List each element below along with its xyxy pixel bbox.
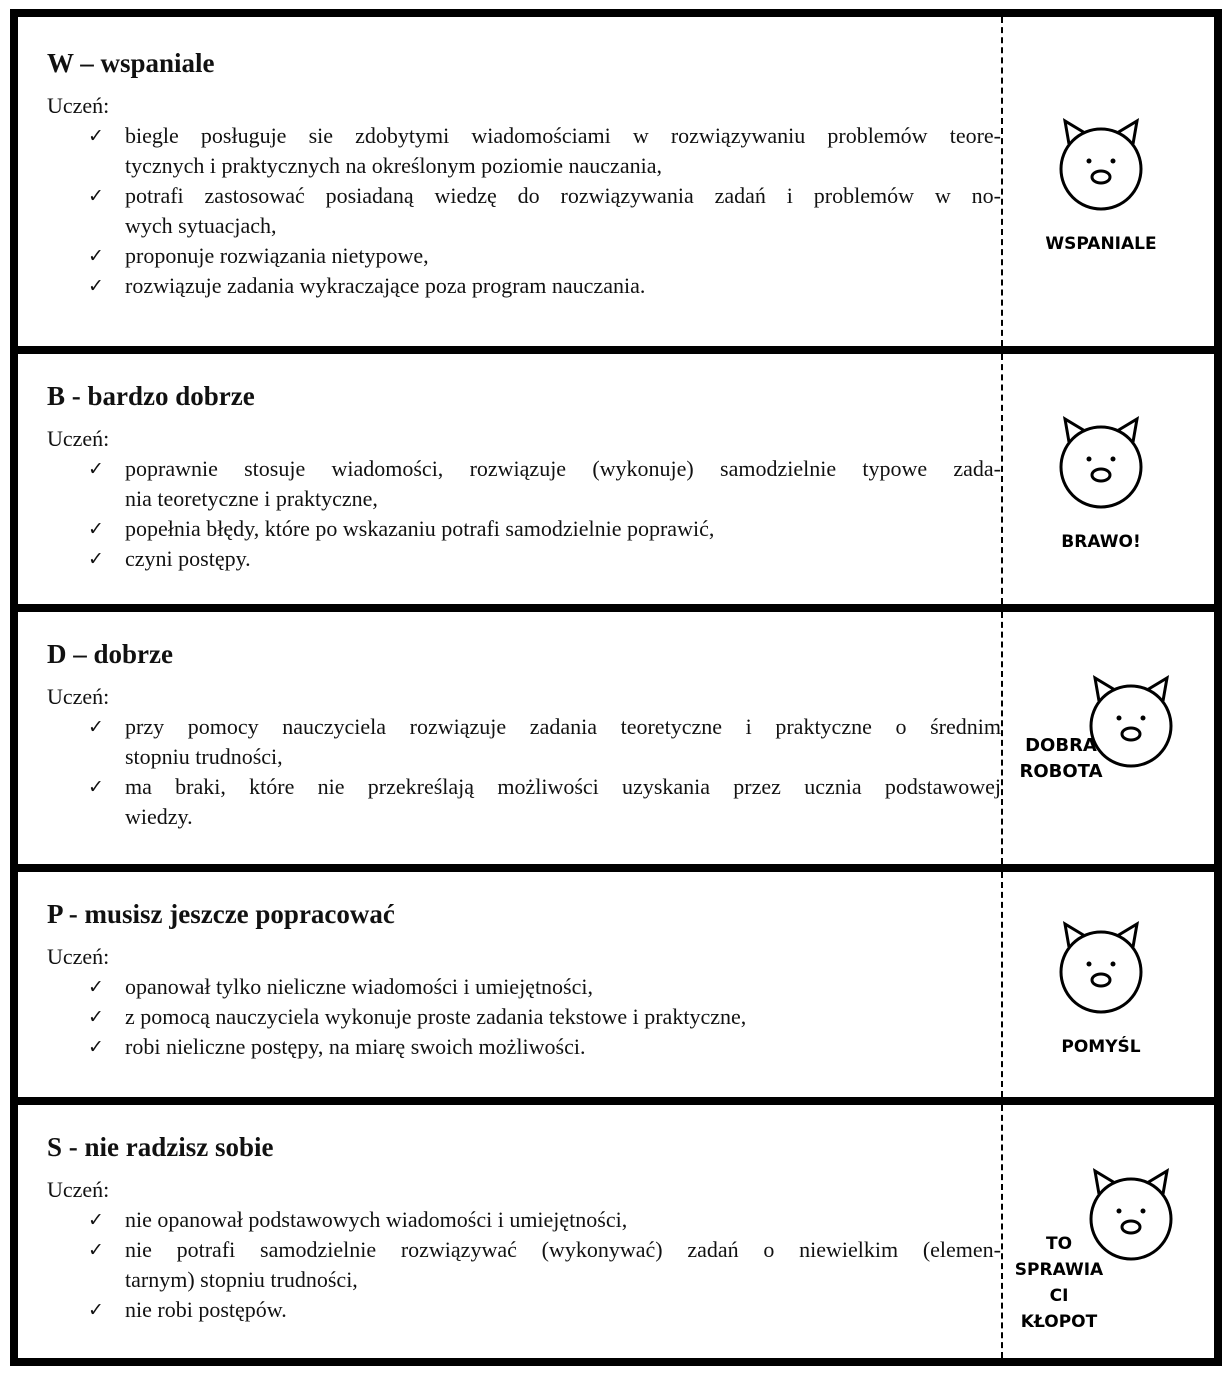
criteria-item bbox=[47, 1295, 1001, 1325]
grade-title: P - musisz jeszcze popracować bbox=[47, 899, 395, 929]
intro-label: Uczeń: bbox=[47, 93, 110, 118]
checkmark-icon: ✓ bbox=[88, 1036, 104, 1058]
checkmark-icon: ✓ bbox=[88, 776, 104, 798]
grade-title: B - bardzo dobrze bbox=[47, 381, 255, 411]
svg-text:SPRAWIA: SPRAWIA bbox=[1014, 1260, 1104, 1280]
criteria-item bbox=[47, 454, 1001, 514]
svg-text:ROBOTA: ROBOTA bbox=[1019, 760, 1103, 782]
criteria-line: nie robi postępów. bbox=[125, 1297, 287, 1322]
svg-text:BRAWO!: BRAWO! bbox=[1061, 531, 1141, 552]
checkmark-icon: ✓ bbox=[88, 1299, 104, 1321]
criteria-line: wych sytuacjach, bbox=[125, 213, 277, 238]
grade-title: S - nie radzisz sobie bbox=[47, 1132, 274, 1162]
grade-title: D – dobrze bbox=[47, 639, 173, 669]
grade-section bbox=[18, 1097, 1214, 1358]
grade-section bbox=[18, 346, 1214, 604]
intro-label: Uczeń: bbox=[47, 1177, 110, 1202]
checkmark-icon: ✓ bbox=[88, 125, 104, 147]
svg-text:TO: TO bbox=[1045, 1234, 1073, 1254]
criteria-line: tycznych i praktycznych na określonym poziomie nauczania, bbox=[125, 153, 662, 178]
svg-text:WSPANIALE: WSPANIALE bbox=[1045, 234, 1157, 254]
checkmark-icon: ✓ bbox=[88, 185, 104, 207]
checkmark-icon: ✓ bbox=[88, 458, 104, 480]
criteria-item bbox=[47, 1205, 1001, 1235]
stamp-image bbox=[1003, 872, 1214, 1097]
checkmark-icon: ✓ bbox=[88, 518, 104, 540]
criteria-item bbox=[47, 772, 1001, 832]
criteria-item bbox=[47, 1002, 1001, 1032]
stamp-image bbox=[1003, 354, 1214, 604]
criteria-line: nia teoretyczne i praktyczne, bbox=[125, 486, 378, 511]
stamp-image bbox=[1003, 1105, 1214, 1358]
criteria-line: popełnia błędy, które po wskazaniu potrafi samodzielnie poprawić, bbox=[125, 516, 715, 541]
checkmark-icon: ✓ bbox=[88, 716, 104, 738]
stamp-image bbox=[1003, 17, 1214, 346]
criteria-item bbox=[47, 972, 1001, 1002]
checkmark-icon: ✓ bbox=[88, 548, 104, 570]
criteria-line: biegle posługuje sie zdobytymi wiadomościami w rozwiązywaniu problemów teore- bbox=[125, 123, 1001, 148]
grade-section bbox=[18, 604, 1214, 864]
criteria-line: tarnym) stopniu trudności, bbox=[125, 1267, 358, 1292]
intro-label: Uczeń: bbox=[47, 426, 110, 451]
checkmark-icon: ✓ bbox=[88, 1006, 104, 1028]
criteria-line: proponuje rozwiązania nietypowe, bbox=[125, 243, 429, 268]
grading-table bbox=[10, 9, 1222, 1366]
checkmark-icon: ✓ bbox=[88, 1209, 104, 1231]
criteria-item bbox=[47, 241, 1001, 271]
criteria-line: rozwiązuje zadania wykraczające poza program nauczania. bbox=[125, 273, 646, 298]
criteria-line: nie potrafi samodzielnie rozwiązywać (wykonywać) zadań o niewielkim (elemen- bbox=[125, 1237, 1001, 1262]
criteria-line: z pomocą nauczyciela wykonuje proste zadania tekstowe i praktyczne, bbox=[125, 1004, 747, 1029]
checkmark-icon: ✓ bbox=[88, 1239, 104, 1261]
criteria-line: poprawnie stosuje wiadomości, rozwiązuje (wykonuje) samodzielnie typowe zada- bbox=[125, 456, 1001, 481]
criteria-item bbox=[47, 514, 1001, 544]
checkmark-icon: ✓ bbox=[88, 976, 104, 998]
criteria-line: robi nieliczne postępy, na miarę swoich możliwości. bbox=[125, 1034, 586, 1059]
criteria-item bbox=[47, 544, 1001, 574]
grade-title: W – wspaniale bbox=[47, 48, 215, 78]
svg-text:KŁOPOT: KŁOPOT bbox=[1020, 1312, 1098, 1332]
checkmark-icon: ✓ bbox=[88, 245, 104, 267]
criteria-line: nie opanował podstawowych wiadomości i umiejętności, bbox=[125, 1207, 628, 1232]
criteria-item bbox=[47, 1032, 1001, 1062]
grade-section bbox=[18, 17, 1214, 346]
criteria-item bbox=[47, 121, 1001, 181]
criteria-line: przy pomocy nauczyciela rozwiązuje zadania teoretyczne i praktyczne o średnim bbox=[125, 714, 1001, 739]
criteria-item bbox=[47, 181, 1001, 241]
criteria-line: wiedzy. bbox=[125, 804, 193, 829]
intro-label: Uczeń: bbox=[47, 944, 110, 969]
criteria-item bbox=[47, 1235, 1001, 1295]
criteria-line: opanował tylko nieliczne wiadomości i umiejętności, bbox=[125, 974, 593, 999]
criteria-line: potrafi zastosować posiadaną wiedzę do rozwiązywania zadań i problemów w no- bbox=[125, 183, 1001, 208]
svg-text:POMYŚL: POMYŚL bbox=[1061, 1037, 1141, 1057]
criteria-line: czyni postępy. bbox=[125, 546, 251, 571]
grade-section bbox=[18, 864, 1214, 1097]
criteria-item bbox=[47, 271, 1001, 301]
stamp-image bbox=[1003, 612, 1214, 864]
svg-text:DOBRA: DOBRA bbox=[1025, 734, 1097, 756]
checkmark-icon: ✓ bbox=[88, 275, 104, 297]
criteria-line: ma braki, które nie przekreślają możliwości uzyskania przez ucznia podstawowej bbox=[125, 774, 1001, 799]
criteria-line: stopniu trudności, bbox=[125, 744, 283, 769]
intro-label: Uczeń: bbox=[47, 684, 110, 709]
criteria-item bbox=[47, 712, 1001, 772]
svg-text:CI: CI bbox=[1049, 1286, 1069, 1306]
